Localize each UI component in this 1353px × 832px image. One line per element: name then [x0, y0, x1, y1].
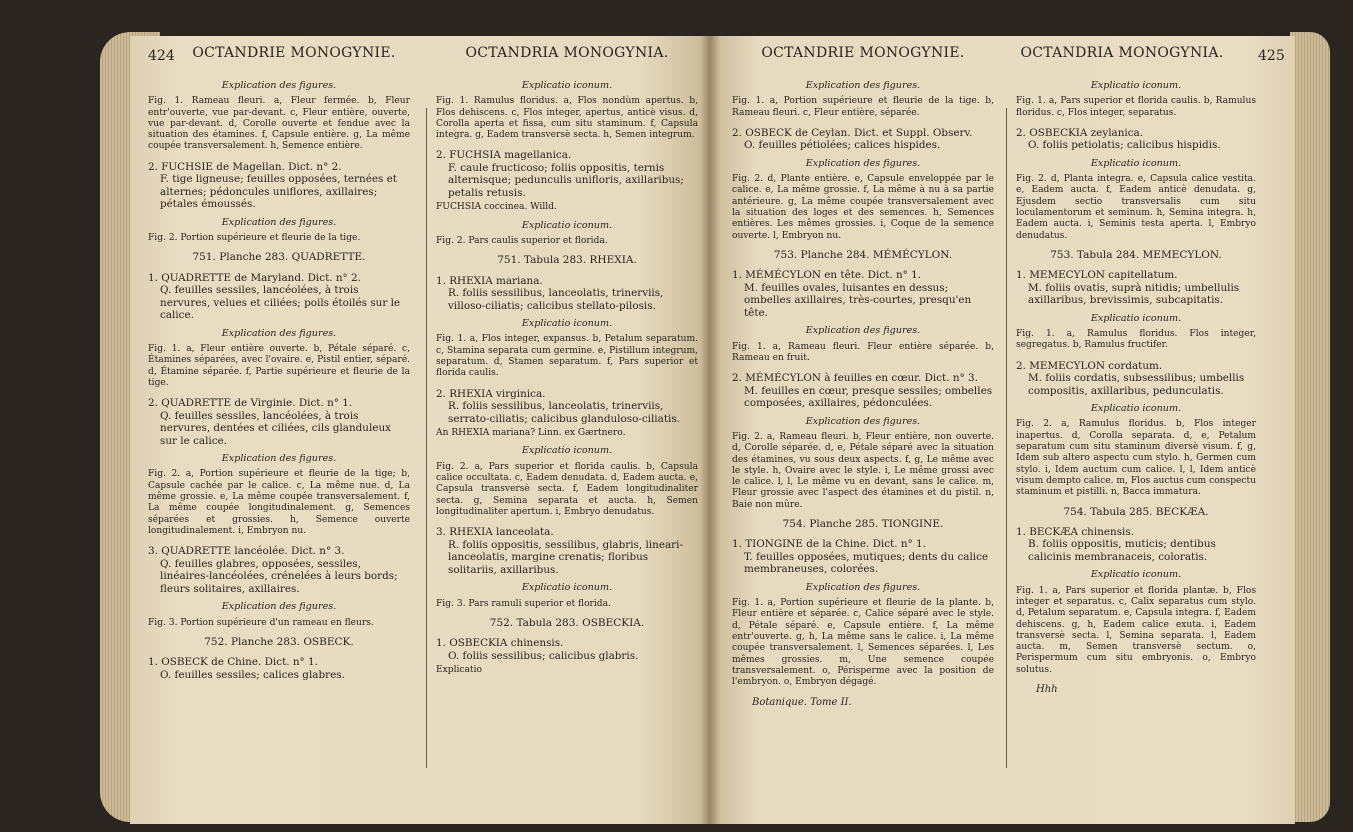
species-diagnosis: T. feuilles opposées, mutiques; dents du calice membraneuses, colorées. [744, 550, 989, 576]
running-header: OCTANDRIE MONOGYNIE. [192, 45, 396, 61]
figure-caption-heading: Explicatio iconum. [521, 219, 613, 231]
plate-heading: 754. Planche 285. TIONGINE. [782, 518, 944, 531]
paragraph: FUCHSIA coccinea. Willd. [436, 202, 557, 213]
page-number-left: 424 [148, 48, 175, 64]
species-entry [1016, 269, 1256, 307]
gutter-shadow [700, 36, 720, 824]
running-header: OCTANDRIA MONOGYNIA. [465, 45, 669, 61]
species-entry [148, 656, 410, 681]
species-name: 1. BECKÆA chinensis. [1016, 525, 1135, 538]
paragraph: Fig. 1. a, Fleur entière ouverte. b, Pétale séparé. c, Étamines séparées, avec l'ovaire. e, Pistil entier, séparé. d, Étamine séparée. f, Partie supérieure et fleurie de la tige. [148, 343, 410, 388]
figure-caption-heading: Explicatio iconum. [1090, 312, 1182, 324]
species-entry [732, 269, 994, 319]
paragraph: Fig. 3. Pars ramuli superior et florida. [436, 598, 611, 609]
species-diagnosis: Q. feuilles sessiles, lancéolées, à trois nervures, dentées et ciliées, cils glanduleux sur le calice. [160, 409, 392, 447]
figure-caption-heading: Explication des figures. [221, 453, 337, 465]
species-name: 3. RHEXIA lanceolata. [436, 526, 554, 539]
paragraph: Fig. 2. d, Plante entière. e, Capsule enveloppée par le calice. e, La même grossie. f, La même à nu à sa partie antérieure. g, La même coupée transversalement avec la situation des loges et des semences. h, Semences entières. Les mêmes grossies. i, Coque de la semence ouverte. l, Embryon nu. [732, 174, 994, 241]
left-page-col-2 [436, 45, 698, 680]
species-entry [148, 272, 410, 322]
paragraph: Fig. 3. Portion supérieure d'un rameau en fleurs. [148, 617, 374, 628]
figure-caption-heading: Explication des figures. [805, 80, 921, 91]
paragraph: Fig. 1. a, Pars superior et florida plantæ. b, Flos integer et separatus. c, Calix separatus cum stylo. d, Petalum separatum. e, Capsula integra. f, Eadem dehiscens. g, h, Eadem calice exuta. i, Eadem transversè secta. l, Semina separata. l, Eadem aucta. m, Semen transversè sectum. o, Perispermum cum situ embryonis. o, Embryo solutus. [1016, 585, 1256, 675]
species-name: 2. MEMECYLON cordatum. [1016, 359, 1163, 372]
paragraph: Fig. 1. Rameau fleuri. a, Fleur fermée. b, Fleur entr'ouverte, vue par-devant. c, Fleur entière, ouverte, vue par-devant. d, Corolle ouverte et fendue avec la situation des étamines. f, Capsule entière. g, La même coupée transversalement. h, Semence entière. [148, 96, 410, 152]
species-diagnosis: F. tige ligneuse; feuilles opposées, ternées et alternes; pédoncules uniflores, axillaires; pétales émoussés. [160, 173, 397, 211]
species-name: 2. MÉMÉCYLON à feuilles en cœur. Dict. n° 3. [732, 372, 978, 385]
species-diagnosis: M. foliis ovatis, suprà nitidis; umbellulis axillaribus, brevissimis, subcapitatis. [1028, 281, 1240, 307]
species-name: 1. MÉMÉCYLON en tête. Dict. n° 1. [732, 269, 922, 282]
figure-caption-heading: Explication des figures. [221, 80, 337, 91]
plate-heading: 754. Tabula 285. BECKÆA. [1063, 505, 1209, 518]
species-name: 1. QUADRETTE de Maryland. Dict. n° 2. [148, 271, 361, 284]
species-entry [436, 149, 698, 199]
paragraph: An RHEXIA mariana? Linn. ex Gærtnero. [436, 428, 626, 439]
figure-caption-heading: Explication des figures. [805, 415, 921, 427]
running-header: OCTANDRIE MONOGYNIE. [761, 45, 965, 61]
paragraph: Fig. 1. a, Rameau fleuri. Fleur entière séparée. b, Rameau en fruit. [732, 341, 994, 363]
species-entry [436, 275, 698, 313]
plate-heading: 752. Tabula 283. OSBECKIA. [489, 616, 645, 629]
species-diagnosis: R. foliis sessilibus, lanceolatis, trinerviis, villoso-ciliatis; calicibus stellato-pilosis. [448, 287, 664, 312]
signature-line: Hhh [1036, 684, 1058, 695]
species-name: 1. OSBECK de Chine. Dict. n° 1. [148, 656, 318, 669]
species-entry [1016, 127, 1256, 152]
species-name: 2. FUCHSIE de Magellan. Dict. n° 2. [148, 160, 342, 173]
paragraph: Fig. 2. Portion supérieure et fleurie de la tige. [148, 233, 361, 244]
species-entry [148, 545, 410, 595]
column-rule [1006, 108, 1007, 768]
plate-heading: 751. Tabula 283. RHEXIA. [497, 254, 637, 267]
plate-heading: 753. Tabula 284. MEMECYLON. [1050, 248, 1222, 261]
species-entry [436, 526, 698, 576]
paragraph: Fig. 2. Pars caulis superior et florida. [436, 236, 608, 247]
species-entry [1016, 360, 1256, 398]
paragraph: Fig. 1. a, Portion supérieure et fleurie de la tige. b, Rameau fleuri. c, Fleur entière, séparée. [732, 96, 994, 118]
species-name: 2. FUCHSIA magellanica. [436, 149, 572, 162]
species-name: 2. OSBECKIA zeylanica. [1016, 126, 1144, 139]
paragraph: Fig. 2. a, Rameau fleuri. b, Fleur entière, non ouverte. d, Corolle séparée. d, e, Pétale séparé avec la situation des étamines, vu sous deux aspects. f, g, Le même avec le style. h, Ovaire avec le style. i, Le même grossi avec le calice. l, l, Le même vu en devant, sans le calice. m, Fleur grossie avec l'aspect des étamines et du pistil. n, Baie non mûre. [732, 431, 994, 510]
column-body [436, 80, 698, 676]
paragraph: Fig. 1. Ramulus floridus. a, Flos nondùm apertus. b, Flos dehiscens. c, Flos integer, apertus, anticè visus. d, Corolla aperta et fissa, cum situ staminum. f, Capsula integra. g, Eadem transversè secta. h, Semen integrum. [436, 96, 698, 141]
species-name: 1. TIONGINE de la Chine. Dict. n° 1. [732, 538, 926, 551]
figure-caption-heading: Explication des figures. [805, 157, 921, 169]
species-name: 2. RHEXIA virginica. [436, 387, 546, 400]
paragraph: Fig. 1. a, Ramulus floridus. Flos integer, segregatus. b, Ramulus fructifer. [1016, 329, 1256, 351]
paragraph: Fig. 1. a, Portion supérieure et fleurie de la plante. b, Fleur entière et séparée. c, Calice séparé avec le style. d, Pétale séparé. e, Capsule entière. f, La même entr'ouverte. g, h, La même sans le calice. i, La même coupée transversalement. l, Semences séparées. l, Les mêmes grossies. m, Une semence coupée transversalement. o, Périsperme avec la position de l'embryon. o, Embryon dégagé. [732, 598, 994, 688]
column-rule [426, 108, 427, 768]
right-page-col-2 [1016, 45, 1256, 695]
figure-caption-heading: Explication des figures. [221, 216, 337, 228]
plate-heading: 753. Planche 284. MÉMÉCYLON. [773, 248, 953, 261]
figure-caption-heading: Explicatio iconum. [1090, 403, 1182, 415]
figure-caption-heading: Explication des figures. [805, 581, 921, 593]
species-diagnosis: Q. feuilles sessiles, lancéolées, à trois nervures, velues et ciliées; poils étoilés sur le calice. [160, 284, 401, 322]
signature-line: Botanique. Tome II. [752, 696, 852, 708]
species-diagnosis: O. foliis sessilibus; calicibus glabris. [448, 649, 639, 662]
species-diagnosis: M. foliis cordatis, subsessilibus; umbellis compositis, axillaribus, pedunculatis. [1028, 372, 1245, 397]
species-diagnosis: Q. feuilles glabres, opposées, sessiles, linéaires-lancéolées, crénelées à leurs bords; fleurs solitaires, axillaires. [160, 557, 398, 595]
species-entry [732, 538, 994, 576]
species-entry [148, 161, 410, 211]
column-body [732, 80, 994, 708]
species-entry [148, 397, 410, 447]
page-number-right: 425 [1258, 48, 1285, 64]
species-entry [732, 127, 994, 152]
species-name: 1. RHEXIA mariana. [436, 274, 543, 287]
figure-caption-heading: Explicatio iconum. [521, 582, 613, 594]
species-name: 2. QUADRETTE de Virginie. Dict. n° 1. [148, 397, 353, 410]
species-diagnosis: O. feuilles pétiolées; calices hispides. [744, 139, 941, 152]
paragraph: Fig. 1. a, Flos integer, expansus. b, Petalum separatum. c, Stamina separata cum germine. e, Pistillum integrum, separatum. d, Stamen separatum. f, Pars superior et florida caulis. [436, 334, 698, 379]
species-diagnosis: O. foliis petiolatis; calicibus hispidis. [1028, 139, 1221, 152]
figure-caption-heading: Explicatio iconum. [1090, 80, 1182, 91]
figure-caption-heading: Explicatio iconum. [521, 318, 613, 330]
figure-caption-heading: Explication des figures. [805, 325, 921, 337]
column-body [148, 80, 410, 681]
paragraph: Fig. 2. a, Pars superior et florida caulis. b, Capsula calice occultata. c, Eadem denudata. d, Eadem aucta. e, Capsula transversè secta. f, Eadem longitudinaliter secta. g, Semina separata et aucta. h, Semen longitudinaliter apertum. i, Embryo denudatus. [436, 461, 698, 517]
plate-heading: 751. Planche 283. QUADRETTE. [192, 251, 366, 264]
species-diagnosis: M. feuilles ovales, luisantes en dessus; ombelles axillaires, très-courtes, presqu'en tête. [744, 281, 972, 319]
figure-caption-heading: Explicatio iconum. [521, 80, 613, 91]
left-page-col-1 [148, 45, 410, 684]
species-name: 2. OSBECK de Ceylan. Dict. et Suppl. Observ. [732, 126, 973, 139]
species-entry [436, 637, 698, 662]
book-edge-right [1290, 32, 1330, 822]
paragraph: Fig. 2. a, Portion supérieure et fleurie de la tige; b, Capsule cachée par le calice. c, La même nue. d, La même grossie. e, La même coupée transversalement. f, La même coupée longitudinalement. g, Semences séparées et grossies. h, Semence ouverte longitudinalement. i, Embryon nu. [148, 469, 410, 536]
species-diagnosis: O. feuilles sessiles; calices glabres. [160, 668, 345, 681]
left-page [130, 36, 710, 824]
running-header: OCTANDRIA MONOGYNIA. [1020, 45, 1224, 61]
figure-caption-heading: Explicatio iconum. [1090, 157, 1182, 169]
species-entry [1016, 526, 1256, 564]
species-entry [436, 388, 698, 426]
right-page-col-1 [732, 45, 994, 708]
plate-heading: 752. Planche 283. OSBECK. [204, 635, 354, 648]
species-diagnosis: F. caule fructicoso; foliis oppositis, ternis alternisque; pedunculis unifloris, axillaribus; petalis retusis. [448, 161, 684, 199]
figure-caption-heading: Explicatio iconum. [1090, 569, 1182, 581]
species-name: 1. OSBECKIA chinensis. [436, 637, 564, 650]
column-body [1016, 80, 1256, 695]
figure-caption-heading: Explicatio iconum. [521, 445, 613, 457]
paragraph: Explicatio [436, 665, 482, 676]
species-diagnosis: R. foliis oppositis, sessilibus, glabris, lineari-lanceolatis, margine crenatis; floribus solitariis, axillaribus. [448, 538, 683, 576]
paragraph: Fig. 2. a, Ramulus floridus. b, Flos integer inapertus. d, Corolla separata. d, e, Petalum separatum cum situ staminum diversè visum. f, g, Idem sub altero aspectu cum stylo. h, Germen cum stylo. i, Idem auctum cum calice. l, l, Idem anticè visum dempto calice. m, Flos auctus cum conspectu staminum et pistilli. n, Bacca immatura. [1016, 419, 1256, 498]
species-name: 3. QUADRETTE lancéolée. Dict. n° 3. [148, 545, 345, 558]
species-entry [732, 372, 994, 410]
paragraph: Fig. 1. a, Pars superior et florida caulis. b, Ramulus floridus. c, Flos integer, separatus. [1016, 96, 1256, 118]
species-name: 1. MEMECYLON capitellatum. [1016, 269, 1178, 282]
figure-caption-heading: Explication des figures. [221, 601, 337, 613]
right-page [710, 36, 1295, 824]
species-diagnosis: B. foliis oppositis, muticis; dentibus calicinis membranaceis, coloratis. [1028, 538, 1216, 563]
species-diagnosis: R. foliis sessilibus, lanceolatis, trinerviis, serrato-ciliatis; calicibus glanduloso-ciliatis. [448, 400, 680, 425]
paragraph: Fig. 2. d, Planta integra. e, Capsula calice vestita. e, Eadem aucta. f, Eadem anticè denudata. g, Ejusdem sectio transversalis cum situ loculamentorum et seminum. h, Semina integra. h, Eadem aucta. i, Seminis testa aperta. l, Embryo denudatus. [1016, 174, 1256, 241]
book-spread [40, 12, 1330, 824]
figure-caption-heading: Explication des figures. [221, 327, 337, 339]
species-diagnosis: M. feuilles en cœur, presque sessiles; ombelles composées, axillaires, pédonculées. [744, 384, 993, 410]
